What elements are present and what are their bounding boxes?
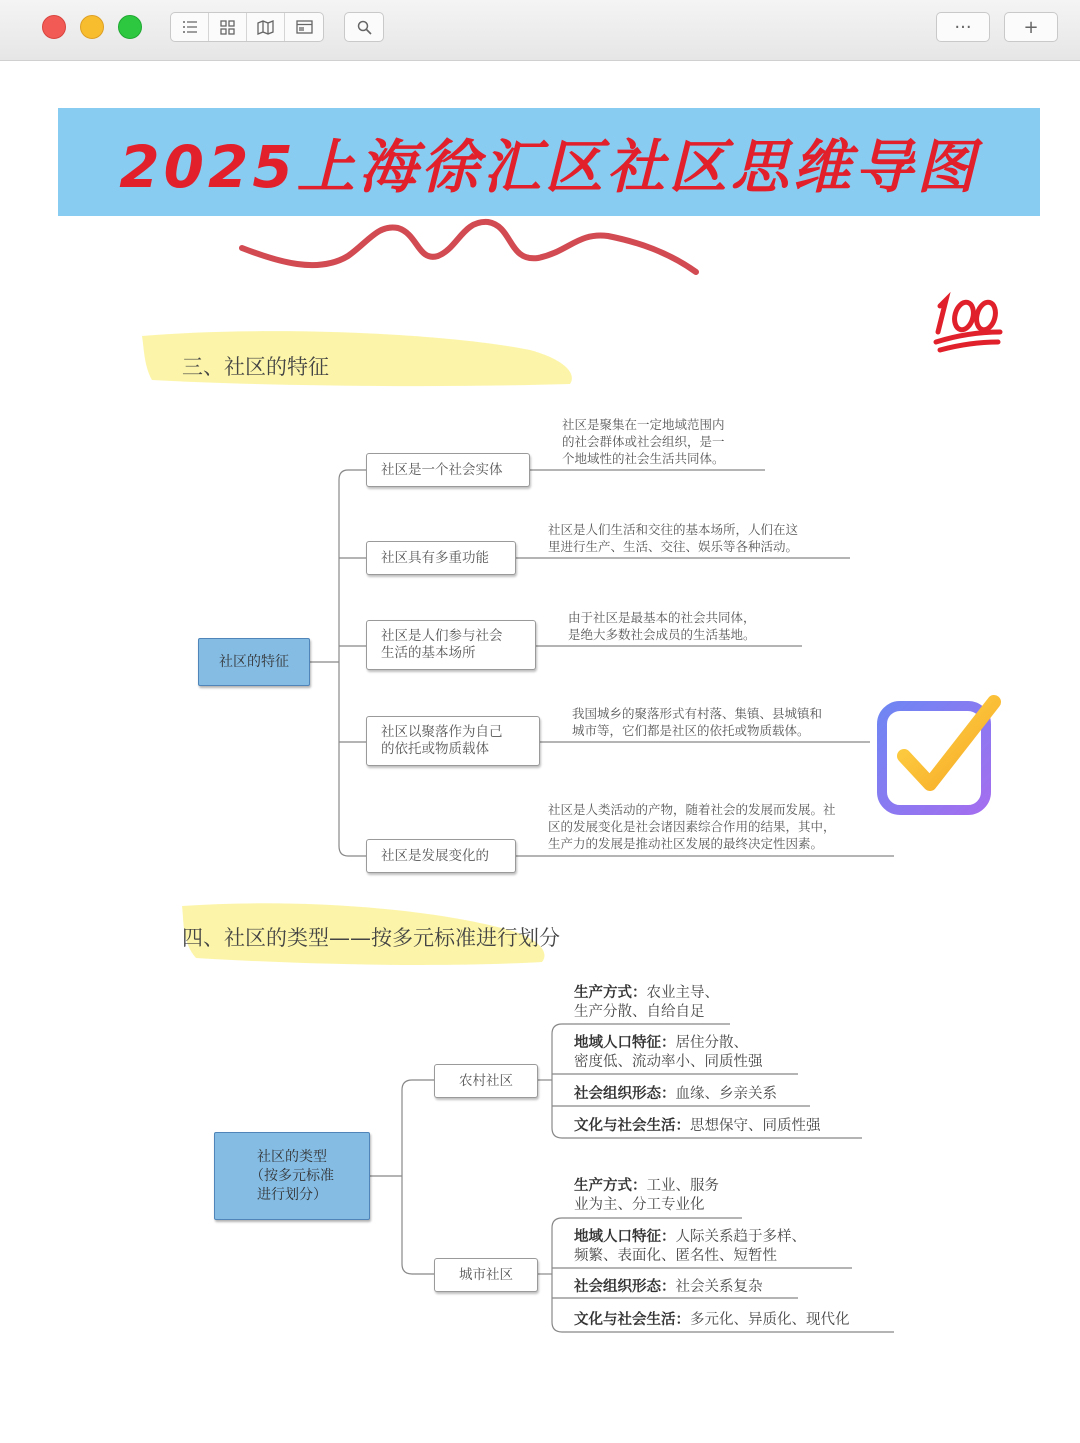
branch-label-line: 的依托或物质载体 — [381, 741, 489, 757]
branch-description: 社区是人类活动的产物，随着社会的发展而发展。社 区的发展变化是社会诸因素综合作用的结果，其中， 生产力的发展是推动社区发展的最终决定性因素。 — [548, 802, 836, 851]
branch-node-developing — [366, 839, 516, 873]
leaf-rural-culture: 文化与社会生活：思想保守、同质性强 — [574, 1118, 821, 1134]
root-node-types: 社区的类型 （按多元标准 进行划分） — [214, 1132, 370, 1220]
leaf-urban-production: 生产方式：工业、服务 业为主、分工专业化 — [574, 1178, 719, 1213]
checkbox-checked-icon — [874, 692, 1004, 822]
leaf-urban-organization: 社会组织形态：社会关系复杂 — [574, 1279, 763, 1295]
leaf-rural-organization: 社会组织形态：血缘、乡亲关系 — [574, 1086, 777, 1102]
leaf-urban-culture: 文化与社会生活：多元化、异质化、现代化 — [574, 1312, 850, 1328]
branch-label-line: 社区是人们参与社会 — [381, 628, 503, 644]
branch-node-basic-place — [366, 620, 536, 670]
leaf-rural-production: 生产方式：农业主导、 生产分散、自给自足 — [574, 985, 719, 1020]
branch-label-line: 社区以聚落作为自己 — [381, 724, 503, 740]
root-node-characteristics: 社区的特征 — [198, 638, 310, 686]
branch-label: 社区是发展变化的 — [381, 847, 489, 864]
branch-description: 由于社区是最基本的社会共同体， 是绝大多数社会成员的生活基地。 — [568, 610, 756, 642]
branch-node-rural: 农村社区 — [434, 1064, 538, 1098]
branch-label: 社区是一个社会实体 — [381, 461, 503, 478]
branch-node-social-entity — [366, 453, 530, 487]
branch-label-line: 生活的基本场所 — [381, 645, 476, 661]
more-button[interactable]: ··· — [936, 12, 990, 42]
branch-description: 社区是人们生活和交往的基本场所，人们在这 里进行生产、生活、交往、娱乐等各种活动。 — [548, 522, 799, 554]
branch-label: 社区具有多重功能 — [381, 549, 489, 566]
branch-node-urban: 城市社区 — [434, 1258, 538, 1292]
add-button[interactable]: + — [1004, 12, 1058, 42]
branch-description: 我国城乡的聚落形式有村落、集镇、县城镇和 城市等，它们都是社区的依托或物质载体。 — [572, 706, 823, 738]
branch-node-settlement-carrier — [366, 716, 540, 766]
leaf-rural-population: 地域人口特征：居住分散、 密度低、流动率小、同质性强 — [574, 1035, 763, 1070]
leaf-urban-population: 地域人口特征：人际关系趋于多样、 频繁、表面化、匿名性、短暂性 — [574, 1229, 806, 1264]
section-heading-types: 四、社区的类型——按多元标准进行划分 — [182, 926, 560, 950]
page-title: 2025上海徐汇区社区思维导图 — [119, 133, 979, 201]
branch-node-multiple-functions — [366, 541, 516, 575]
section-heading-characteristics: 三、社区的特征 — [182, 355, 329, 379]
branch-description: 社区是聚集在一定地域范围内 的社会群体或社会组织，是一 个地域性的社会生活共同体。 — [562, 417, 725, 466]
